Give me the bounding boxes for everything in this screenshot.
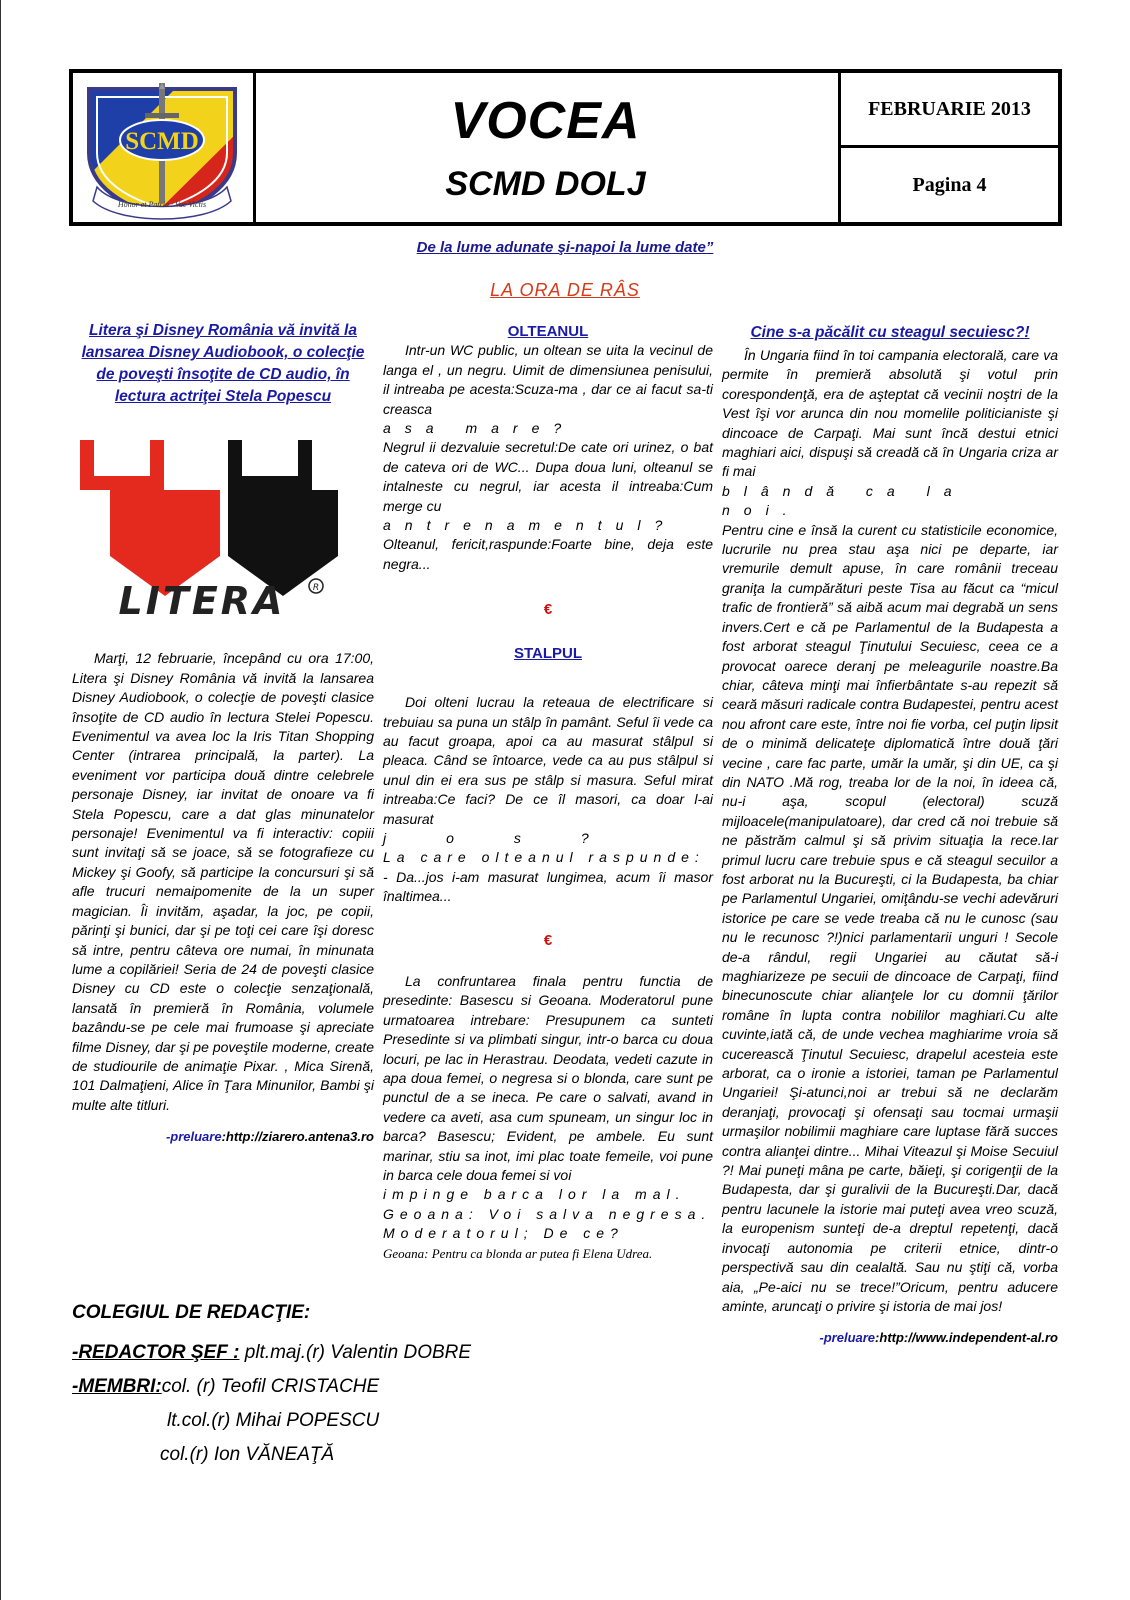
member-1: col. (r) Teofil CRISTACHE [161, 1376, 380, 1397]
article-steag-body-c: Pentru cine e însă la curent cu statisticile economice, lucrurile nu prea stau aşa nici pe departe, iar vremurile demult apuse, în care românii treceau graniţa la cumpărături peste Tisa au făcut ca “micul trafic de frontieră” să aibă acum mai degrabă un sens invers.Cert e că pe Parlamentul de la Budapesta a fost arborat steagul Ţinutului Secuiesc, ceea ce a provocat oarece deranj pe meleagurile noastre.Ba chiar, câteva minţi mai înfierbântate s-au repezit să ceară măsuri radicale contra Budapestei, pentru acest nou afront care este, între noi fie vorba, cel puţin lipsit de o minimă delicateţe diplomatică între două ţări vecine , care fac parte, umăr la umăr, şi din UE, ca şi din NATO .Mă rog, treaba lor de la noi, în ideea că, nu-i aşa, scopul (electoral) scuză mijloacele(manipulatoare), dar cred că noi trebuie să ne păstrăm calmul şi să privim situaţia la rece.Iar primul lucru care trebuie spus e că steagul secuilor a fost arborat nu la Bucureşti, ci la Budapesta, ba chiar pe Parlamentul Ungariei, omiţându-se vechi adevăruri istorice pe care se vede treaba că nu le cunosc (sau nu le recunosc ?!)nici parlamentarii unguri ! Secole de-a rândul, regii Ungariei au căutat să-i maghiarizeze pe secuii de dincoace de Carpaţi, fiind binecunoscute chiar alianţele lor cu domnii ţărilor române în lupta contra nobililor maghiari.Cu alte cuvinte,iată că, de unde vechea maghiarime vroia să cucerească Ţinutul Secuiesc, drapelul acesteia este arborat, ca o ironie a istoriei, taman pe Parlamentul Ungariei! Şi-atunci,noi ar trebui să ne declarăm deranjaţi, provocaţi şi ofensaţi sau tocmai urmaşii urmaşilor nobilimii maghiare care luptase fără succes contra alianţei dintre... Mihai Viteazul şi Moise Secuiul ?! Mai puneţi mâna pe carte, băieţi, şi corigenţii de la Budapesta, dar şi guralivii de la Bucureşti.Dar, dacă pentru lacunele la istorie mai puteţi avea vreo scuză, la europenism sunteţi de-a dreptul repetenţi, dacă invocaţi autonomia pe criterii etnice, dintr-o perspectivă sau din cealaltă. Sau nu ştiţi că, vorba aia, „Pe-aici nu se trece!”Oricum, pentru aducere aminte, aruncaţi o privire şi istoria de mai jos! [722, 521, 1058, 1314]
joke2-text-c: La care olteanul raspunde: [383, 849, 705, 866]
joke3-text-e: Geoana: Pentru ca blonda ar putea fi Elena Udrea. [383, 1245, 653, 1261]
issue-date: FEBRUARIE 2013 [841, 73, 1058, 148]
joke3-text-a: La confruntarea finala pentru functia de presedinte: Basescu si Geoana. Moderatorul pune urmatoarea intrebare: Presupunem ca sunteti Presedinte si va plimbati singur, intr-o barca cu doua locuri, pe lac in Herastrau. Deodata, vedeti cazute in apa doua femei, o negresa si o blonda, care sunt pe punctul de a se ineca. Pe care o salvati, avand in vedere ca aveti, asa cum spuneam, un singur loc in barca? Basescu; Evident, pe ambele. Eu sunt marinar, stiu sa inot, imi plac toate femeile, voi pune in barca cele doua femei si voi [383, 972, 713, 1184]
member-2: lt.col.(r) Mihai POPESCU [167, 1410, 380, 1431]
litera-logo-graphic [72, 428, 374, 622]
article-litera [72, 320, 374, 1147]
joke1-text-b: asa mare? [383, 420, 576, 437]
joke2-text-d: - Da...jos i-am masurat lungimea, acum îi masor înaltimea... [383, 868, 713, 905]
joke1-text-e: Olteanul, fericit,raspunde:Foarte bine, deja este negra... [383, 536, 713, 572]
article-steag-body-a: În Ungaria fiind în toi campania electorală, care va permite în premieră absolută şi votul prin corespondenţă, era de aşteptat că vecinii noştri de la Vest îşi vor arunca din nou momelile politicianiste şi dincoace de Carpaţi. Mai sunt încă destui etnici maghiari aici, dispuşi să creadă că în Ungaria criza ar fi mai [722, 347, 1058, 480]
member-3: col.(r) Ion VĂNEAŢĂ [160, 1444, 335, 1465]
article-steag-source [722, 1328, 1058, 1347]
litera-logo [72, 428, 374, 627]
logo-motto: Honor et Patria · Vae Victis [117, 200, 207, 209]
source-label: -preluare [165, 1129, 222, 1145]
editor-in-chief [72, 1336, 532, 1370]
separator-euro-1: € [543, 601, 553, 619]
joke1-text-d: antrenamentul? [383, 517, 677, 534]
joke-title-olteanul: OLTEANUL [507, 323, 589, 340]
page-number: Pagina 4 [912, 173, 987, 196]
article-litera-title[interactable]: Litera şi Disney România vă invită la lansarea Disney Audiobook, o colecţie de poveşti însoţite de CD audio, în lectura actriţei Stela Popescu [81, 322, 365, 405]
separator-euro-2: € [543, 931, 553, 949]
members-line [72, 1370, 532, 1404]
editor-in-chief-name: plt.maj.(r) Valentin DOBRE [239, 1342, 472, 1363]
title-cell [253, 73, 841, 222]
newspaper-subtitle: SCMD DOLJ [445, 165, 646, 203]
joke3-text-b: impinge barca lor la mal. [383, 1186, 686, 1203]
newspaper-title: VOCEA [450, 92, 641, 150]
masthead [69, 69, 1062, 226]
jokes-column [383, 322, 713, 1263]
joke1-text-a: Intr-un WC public, un oltean se uita la vecinul de langa el , un negru. Uimit de dimensiunea penisului, il intreaba pe acesta:Scuza-ma , dar ce ai facut sa-ti creasca [383, 342, 713, 417]
joke2-text-b: jos? [383, 829, 649, 846]
article-litera-body: Marţi, 12 februarie, începând cu ora 17:00, Litera şi Disney România vă invită la lansarea Disney Audiobook, o colecţie de poveşti clasice însoţite de CD audio în lectura Stelei Popescu. Evenimentul va avea loc la Iris Titan Shopping Center (intrarea principală, la parter). La eveniment vor participa două dintre celebrele personaje Disney, iar invitat de onoare va fi Stela Popescu, care a dat glas minunatelor personaje! Evenimentul va fi interactiv: copiii sunt invitaţi să se joace, să se fotografieze cu Mickey şi Goofy, să participe la concursuri şi să afle trucuri nemaipomenite de la un super magician. Îi invităm, aşadar, la joc, pe copii, părinţi şi bunici, dar şi pe toţi cei care îşi doresc să intre, pentru câteva ore numai, în minunata lume a copilăriei! Seria de 24 de poveşti clasice Disney cu CD este o colecţie senzaţională, lansată în premieră în România, volumele bazându-se pe cele mai frumoase şi apreciate filme Disney, dar şi pe poveştile moderne, create de studiourile de animaţie Pixar. , Mica Sirenă, 101 Dalmaţieni, Alice în Ţara Minunilor, Bambi şi multe alte titluri. [72, 650, 374, 1113]
editorial-heading: COLEGIUL DE REDACŢIE: [72, 1302, 311, 1323]
joke3-text-d: Moderatorul; De ce? [383, 1225, 624, 1242]
article-steag [722, 322, 1058, 1348]
article-steag-title[interactable]: Cine s-a păcălit cu steagul secuiesc?! [750, 324, 1030, 341]
litera-logo-text: LITERA [118, 579, 286, 622]
rubric-title: LA ORA DE RÂS [490, 280, 640, 300]
joke3-text-c: Geoana: Voi salva negresa. [383, 1205, 712, 1222]
svg-text:R: R [312, 583, 320, 593]
source-link[interactable]: :http://ziarero.antena3.ro [221, 1129, 374, 1145]
editorial-board [72, 1302, 532, 1472]
editor-in-chief-label: -REDACTOR ŞEF : [72, 1342, 240, 1363]
article-litera-source [72, 1127, 374, 1146]
members-label: -MEMBRI: [72, 1376, 162, 1397]
logo-text: SCMD [125, 128, 199, 155]
scmd-shield-logo [79, 75, 245, 220]
motto: De la lume adunate şi-napoi la lume date” [416, 239, 714, 256]
joke2-text-a: Doi olteni lucrau la reteaua de electrificare si trebuiau sa puna un stâlp în pamânt. Seful îi vede ca au facut groapa, apoi ca au masurat stâlpul si pleaca. Când se întoarce, vede ca au pus stâlpul si unul din ei era sus pe stâlp si masura. Seful mirat intreaba:Ce faci? De ce îl masori, ca doar l-ai masurat [383, 694, 713, 827]
source-label: -preluare [819, 1330, 876, 1346]
joke-title-stalpul: STALPUL [513, 644, 583, 662]
joke1-text-c: Negrul ii dezvaluie secretul:De cate ori urinez, o bat de cateva ori de WC... Dupa doua luni, olteanul se intalneste cu negrul, iar acesta il intreaba:Cum merge cu [383, 439, 713, 514]
source-link[interactable]: :http://www.independent-al.ro [875, 1330, 1058, 1346]
article-steag-body-b: blândă ca la noi. [722, 482, 966, 519]
logo-cell [73, 73, 256, 222]
